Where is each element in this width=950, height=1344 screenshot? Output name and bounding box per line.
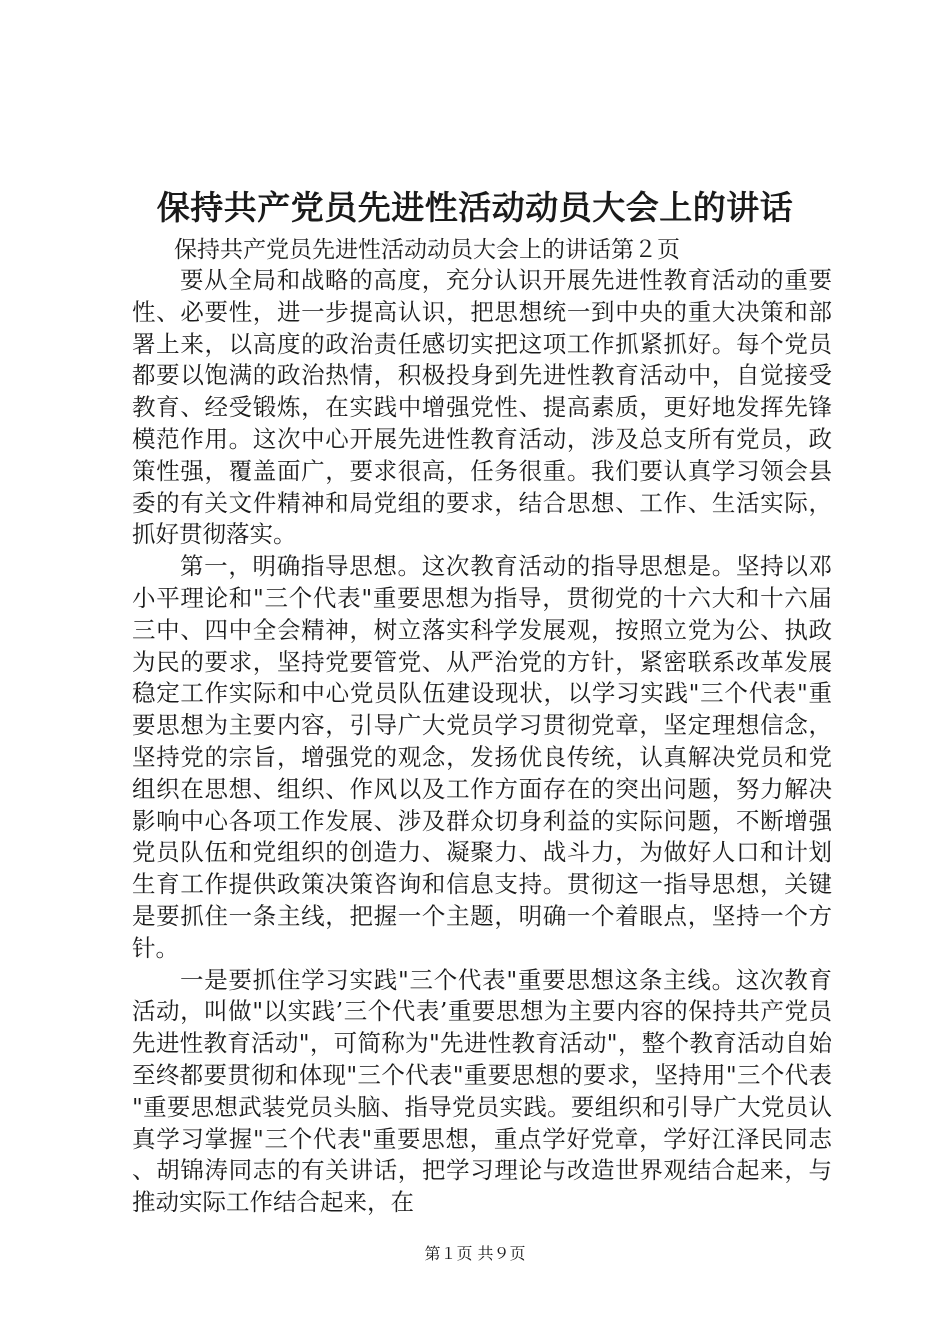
- paragraph-main-line: 一是要抓住学习实践"三个代表"重要思想这条主线。这次教育活动，叫做"以实践’三个代表’重要思想为主要内容的保持共产党员先进性教育活动"，可简称为"先进性教育活动"，整个教育活动自始至终都要贯彻和体现"三个代表"重要思想的要求，坚持用"三个代表"重要思想武装党员头脑、指导党员实践。要组织和引导广大党员认真学习掌握"三个代表"重要思想，重点学好党章，学好江泽民同志、胡锦涛同志的有关讲话，把学习理论与改造世界观结合起来，与推动实际工作结合起来，在: [132, 965, 832, 1217]
- paragraph-intro: 要从全局和战略的高度，充分认识开展先进性教育活动的重要性、必要性，进一步提高认识，把思想统一到中央的重大决策和部署上来，以高度的政治责任感切实把这项工作抓紧抓好。每个党员都要以饱满的政治热情，积极投身到先进性教育活动中，自觉接受教育、经受锻炼，在实践中增强党性、提高素质，更好地发挥先锋模范作用。这次中心开展先进性教育活动，涉及总支所有党员，政策性强，覆盖面广，要求很高，任务很重。我们要认真学习领会县委的有关文件精神和局党组的要求，结合思想、工作、生活实际，抓好贯彻落实。: [132, 266, 832, 549]
- document-subtitle: 保持共产党员先进性活动动员大会上的讲话第２页: [174, 237, 680, 263]
- paragraph-guiding-ideology: 第一，明确指导思想。这次教育活动的指导思想是。坚持以邓小平理论和"三个代表"重要思想为指导，贯彻党的十六大和十六届三中、四中全会精神，树立落实科学发展观，按照立党为公、执政为民的要求，坚持党要管党、从严治党的方针，紧密联系改革发展稳定工作实际和中心党员队伍建设现状，以学习实践"三个代表"重要思想为主要内容，引导广大党员学习贯彻党章，坚定理想信念，坚持党的宗旨，增强党的观念，发扬优良传统，认真解决党员和党组织在思想、组织、作风以及工作方面存在的突出问题，努力解决影响中心各项工作发展、涉及群众切身利益的实际问题，不断增强党员队伍和党组织的创造力、凝聚力、战斗力，为做好人口和计划生育工作提供政策决策咨询和信息支持。贯彻这一指导思想，关键是要抓住一条主线，把握一个主题，明确一个着眼点，坚持一个方针。: [132, 552, 832, 962]
- document-body: [132, 235, 832, 1219]
- page-number-footer: 第１页 共９页: [424, 1244, 526, 1263]
- document-title: 保持共产党员先进性活动动员大会上的讲话: [156, 188, 794, 227]
